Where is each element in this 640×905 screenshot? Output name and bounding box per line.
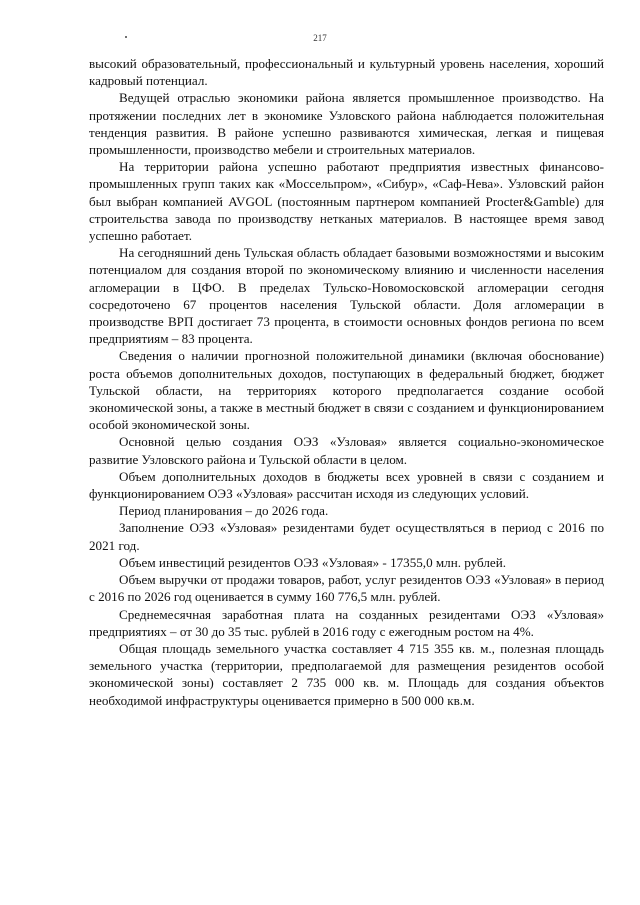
paragraph-average-salary: Среднемесячная заработная плата на созданных резидентами ОЭЗ «Узловая» предприятиях – от 30 до 35 тыс. рублей в 2016 году с ежегодным ростом на 4%. [89,606,604,639]
page-number: 217 [313,33,327,43]
body-text [89,55,604,709]
paragraph-income-volume: Объем дополнительных доходов в бюджеты всех уровней в связи с созданием и функционированием ОЭЗ «Узловая» рассчитан исходя из следующих условий. [89,468,604,502]
paragraph-sales-revenue: Объем выручки от продажи товаров, работ, услуг резидентов ОЭЗ «Узловая» в период с 2016 по 2026 год оценивается в сумму 160 776,5 млн. рублей. [89,572,604,605]
scan-speck [125,36,127,38]
paragraph-continuation: высокий образовательный, профессиональный и культурный уровень населения, хороший кадровый потенциал. [89,56,604,89]
paragraph-leading-industry: Ведущей отраслью экономики района является промышленное производство. На протяжении последних лет в экономике Узловского района наблюдается положительная тенденция развития. В районе успешно развиваются химическая, легкая и пищевая промышленности, производство мебели и строительных материалов. [89,90,604,158]
paragraph-revenue-dynamics: Сведения о наличии прогнозной положительной динамики (включая обоснование) роста объемов дополнительных доходов, поступающих в федеральный бюджет, бюджет Тульской области, на территориях которого предполагается создание особой экономической зоны, а также в местный бюджет в связи с созданием и функционированием особой экономической зоны. [89,348,604,433]
paragraph-residents-filling: Заполнение ОЭЗ «Узловая» резидентами будет осуществляться в период с 2016 по 2021 год. [89,520,604,553]
paragraph-planning-period: Период планирования – до 2026 года. [119,503,329,519]
paragraph-land-area: Общая площадь земельного участка составляет 4 715 355 кв. м., полезная площадь земельного участка (территории, предполагаемой для размещения резидентов особой экономической зоны) составляет 2 735 000 кв. м. Площадь для создания объектов необходимой инфраструктуры оценивается примерно в 500 000 кв.м. [89,640,604,708]
paragraph-agglomeration: На сегодняшний день Тульская область обладает базовыми возможностями и высоким потенциалом для создания второй по экономическому влиянию и численности населения агломерации в ЦФО. В пределах Тульско-Новомосковской агломерации сегодня сосредоточено 67 процентов населения Тульской области. Доля агломерации в производстве ВРП достигает 73 процента, в стоимости основных фондов региона по всем предприятиям – 83 процента. [89,245,604,347]
paragraph-main-goal: Основной целью создания ОЭЗ «Узловая» является социально-экономическое развитие Узловского района и Тульской области в целом. [89,434,604,467]
paragraph-enterprises: На территории района успешно работают предприятия известных финансово-промышленных групп таких как «Моссельпром», «Сибур», «Саф-Нева». Узловский район был выбран компанией AVGOL (постоянным партнером компанией Procter&Gamble) для строительства завода по производству нетканых материалов. В настоящее время завод успешно работает. [89,159,604,244]
paragraph-investments: Объем инвестиций резидентов ОЭЗ «Узловая» - 17355,0 млн. рублей. [119,554,506,570]
